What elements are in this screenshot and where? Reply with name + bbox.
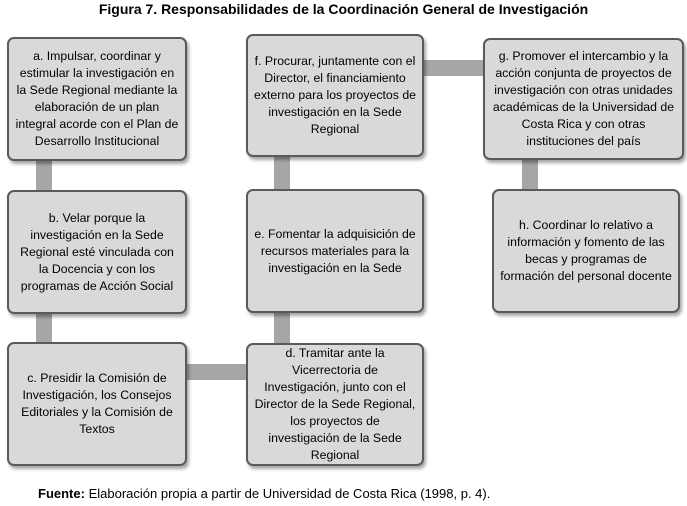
connector-d-e bbox=[274, 311, 290, 345]
responsibility-box-h bbox=[492, 189, 680, 313]
source-label: Fuente: bbox=[38, 486, 85, 501]
connector-g-h bbox=[522, 159, 538, 190]
source-text: Elaboración propia a partir de Universidad de Costa Rica (1998, p. 4). bbox=[84, 486, 491, 501]
responsibility-text-a: a. Impulsar, coordinar y estimular la investigación en la Sede Regional mediante la elaboración de un plan integral acorde con el Plan de Desarrollo Institucional bbox=[15, 49, 179, 148]
figure-source bbox=[38, 486, 490, 501]
connector-c-d bbox=[184, 364, 248, 380]
responsibility-text-d: d. Tramitar ante la Vicerrectoria de Investigación, junto con el Director de la Sede Regional, los proyectos de investigación de la Sede Regional bbox=[254, 346, 416, 462]
responsibility-text-c: c. Presidir la Comisión de Investigación, los Consejos Editoriales y la Comisión de Textos bbox=[21, 371, 173, 436]
responsibility-box-d bbox=[246, 343, 424, 466]
figure-title: Figura 7. Responsabilidades de la Coordinación General de Investigación bbox=[98, 1, 589, 17]
responsibility-box-b bbox=[7, 190, 187, 314]
responsibility-text-e: e. Fomentar la adquisición de recursos materiales para la investigación en la Sede bbox=[254, 226, 416, 275]
responsibility-text-h: h. Coordinar lo relativo a información y fomento de las becas y programas de formación del personal docente bbox=[500, 218, 672, 283]
connector-e-f bbox=[274, 155, 290, 190]
connector-b-c bbox=[36, 312, 52, 344]
responsibility-text-f: f. Procurar, juntamente con el Director, el financiamiento externo para los proyectos de investigación en la Sede Regional bbox=[254, 54, 417, 136]
connector-f-g bbox=[420, 60, 486, 76]
responsibility-box-c bbox=[7, 342, 187, 466]
responsibility-box-e bbox=[246, 189, 424, 313]
responsibility-box-g bbox=[483, 38, 684, 160]
responsibility-text-g: g. Promover el intercambio y la acción conjunta de proyectos de investigación con otras unidades académicas de la Universidad de Costa Rica y con otras instituciones del país bbox=[492, 49, 675, 148]
responsibility-box-a bbox=[7, 37, 187, 161]
connector-a-b bbox=[36, 159, 52, 192]
responsibility-box-f bbox=[246, 34, 424, 157]
responsibility-text-b: b. Velar porque la investigación en la Sede Regional esté vinculada con la Docencia y con los programas de Acción Social bbox=[20, 210, 174, 293]
